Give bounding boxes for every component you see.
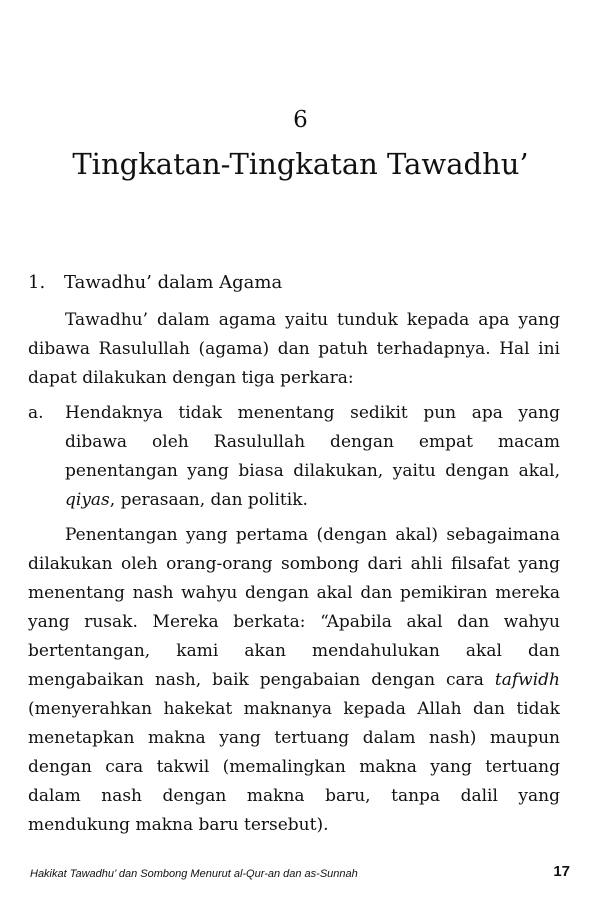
intro-paragraph: Tawadhu’ dalam agama yaitu tunduk kepada apa yang dibawa Rasulullah (agama) dan patuh terhadapnya. Hal ini dapat dilakukan dengan tiga perkara:	[28, 310, 560, 388]
list-text-before: Hendaknya tidak menentang sedikit pun apa yang dibawa oleh Rasulullah dengan empat macam penentangan yang biasa dilakukan, yaitu dengan akal,	[65, 403, 560, 481]
body-paragraph	[28, 521, 560, 840]
list-text-after: , perasaan, dan politik.	[109, 490, 308, 510]
chapter-title: Tingkatan-Tingkatan Tawadhu’	[72, 147, 529, 181]
paragraph-text-before: Penentangan yang pertama (dengan akal) sebagaimana dilakukan oleh orang-orang sombong dari ahli filsafat yang menentang nash wahyu dengan akal dan pemikiran mereka yang rusak. Mereka berkata: “Apabila akal dan wahyu bertentangan, kami akan mendahulukan akal dan mengabaikan nash, baik pengabaian dengan cara	[28, 525, 560, 690]
paragraph-text-after: (menyerahkan hakekat maknanya kepada Allah dan tidak menetapkan makna yang tertuang dalam nash) maupun dengan cara takwil (memalingkan makna yang tertuang dalam nash dengan makna baru, tanpa dalil yang mendukung makna baru tersebut).	[28, 699, 560, 835]
section-heading	[28, 270, 568, 296]
section-title: Tawadhu’ dalam Agama	[64, 272, 283, 293]
section-number: 1.	[28, 272, 46, 293]
list-item-text	[65, 399, 560, 515]
chapter-number: 6	[293, 107, 308, 133]
italic-term-tafwidh: tafwidh	[494, 670, 560, 690]
italic-term-qiyas: qiyas	[65, 490, 110, 510]
list-item-a	[28, 399, 560, 515]
page-number: 17	[553, 863, 570, 880]
list-marker: a.	[28, 403, 44, 423]
running-footer-title: Hakikat Tawadhu’ dan Sombong Menurut al-Qur-an dan as-Sunnah	[30, 868, 358, 880]
